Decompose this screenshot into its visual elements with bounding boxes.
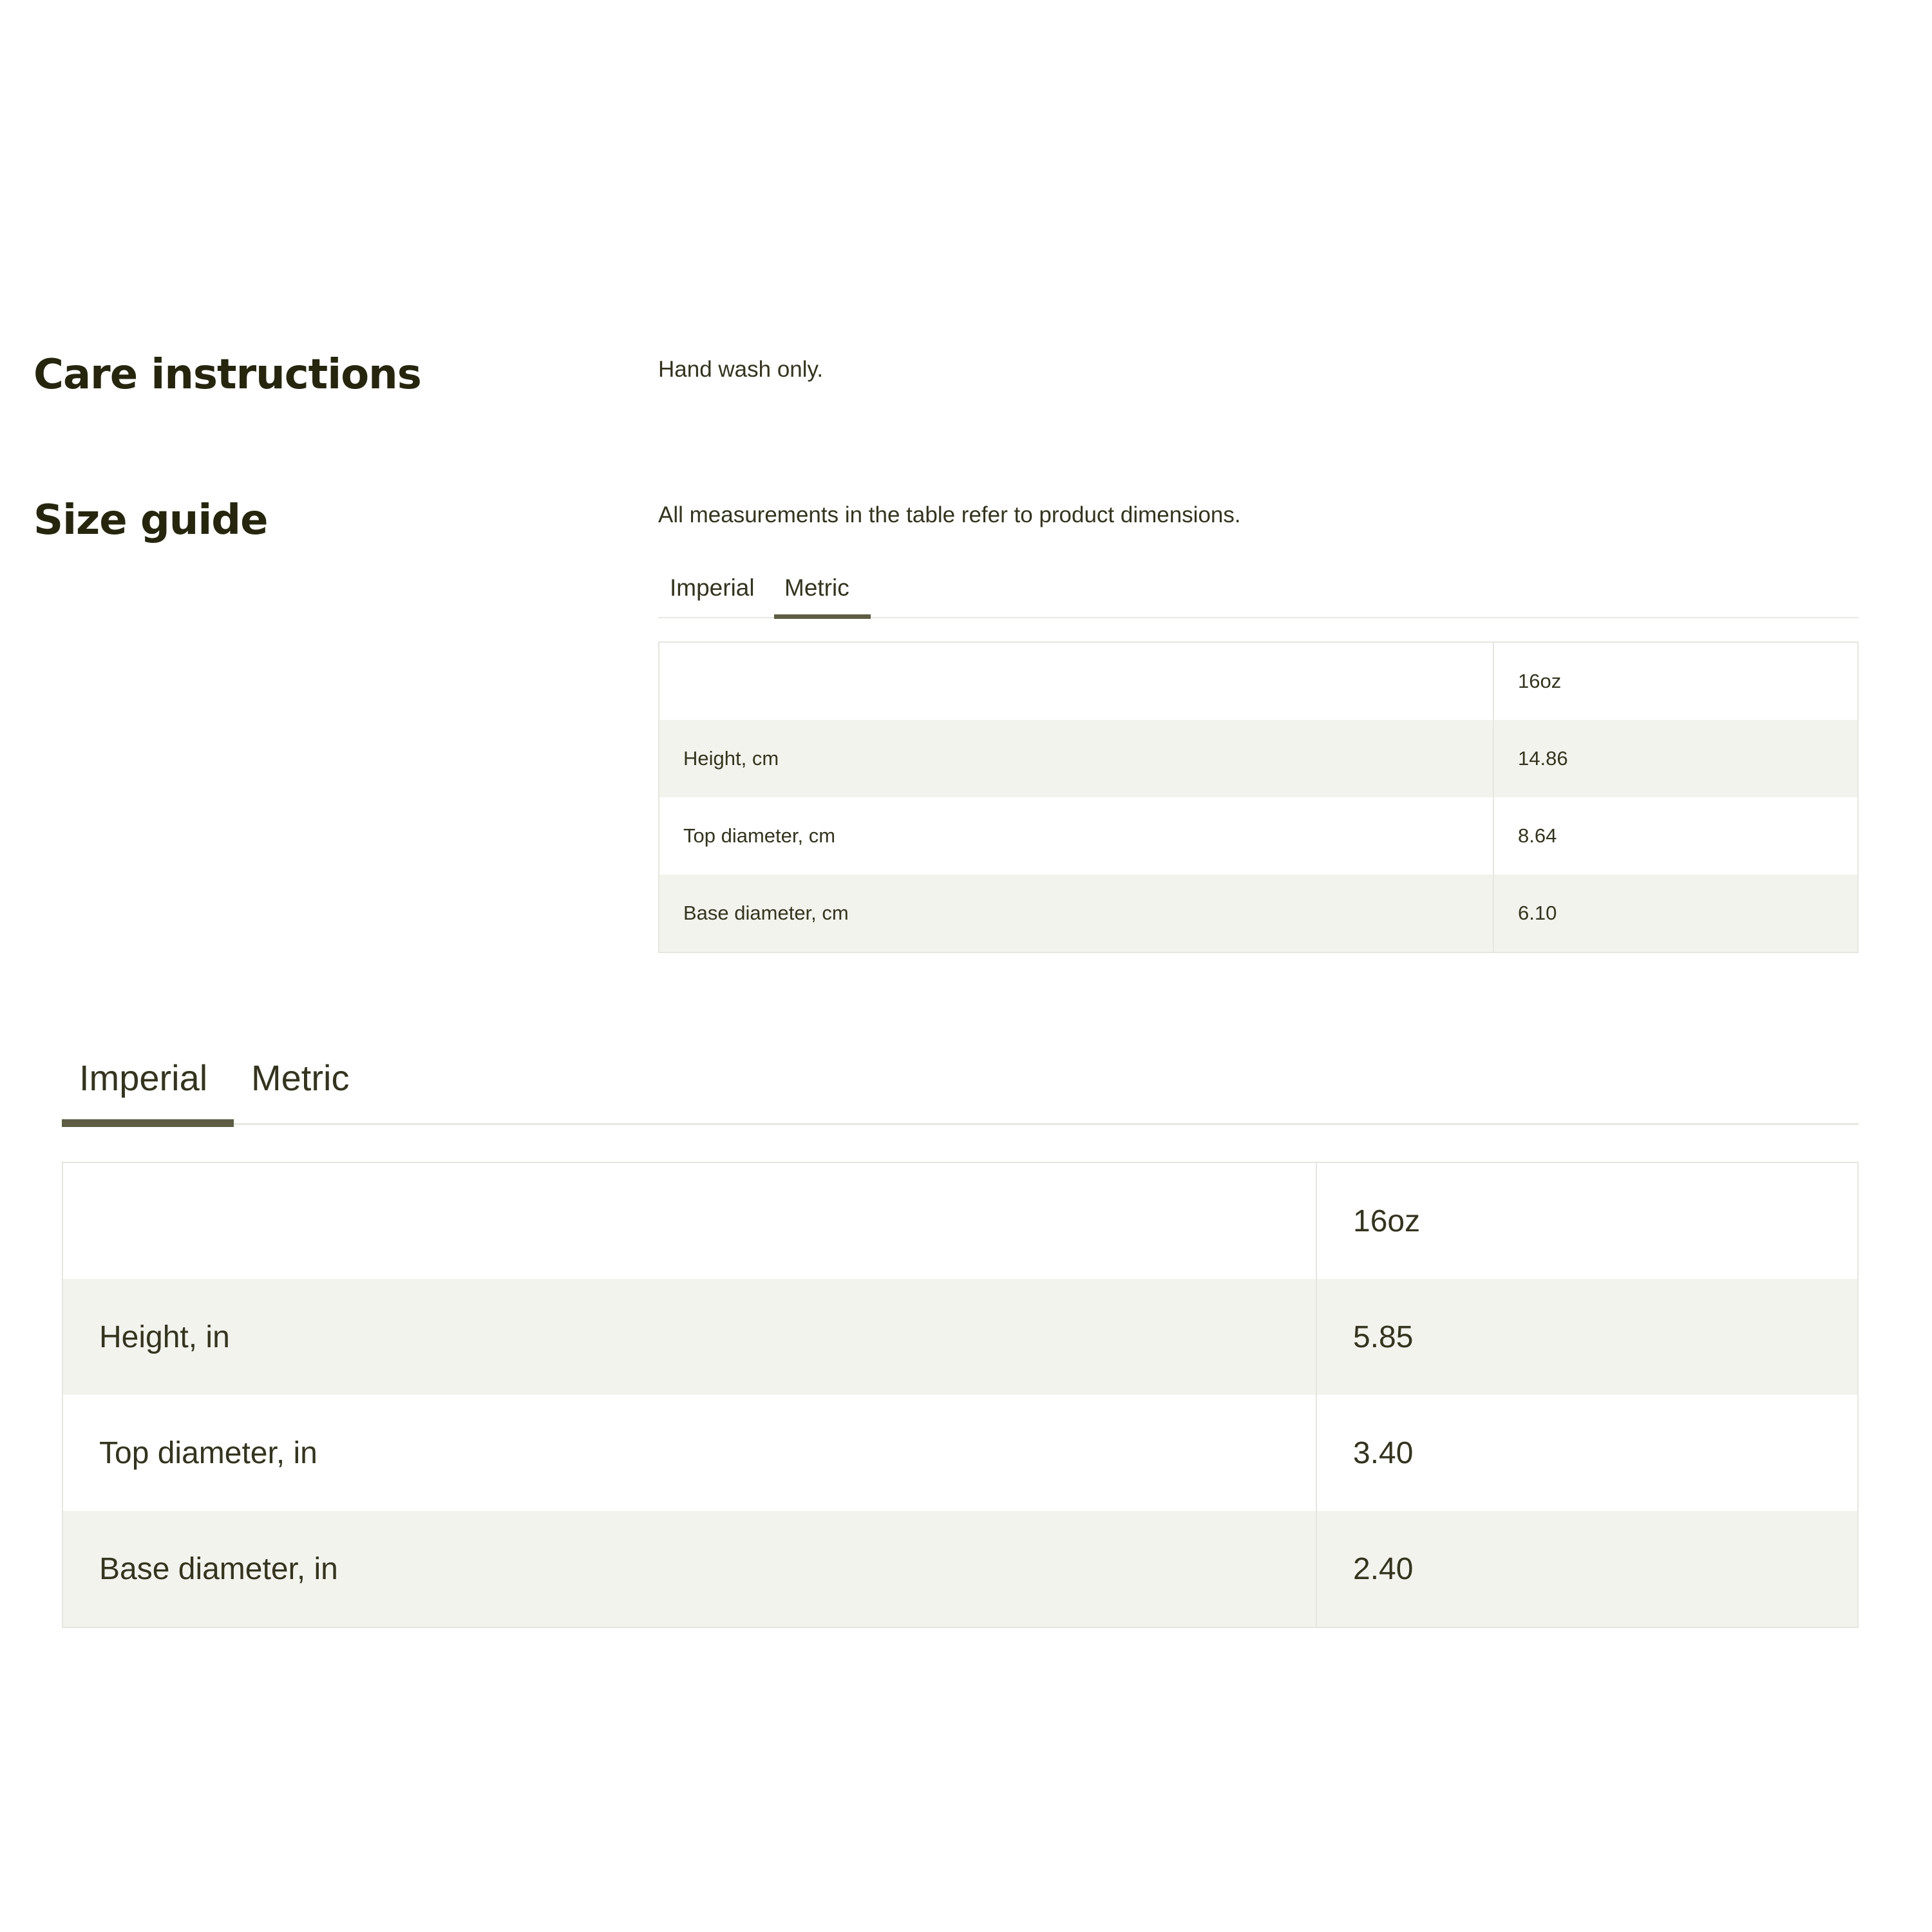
table-row [62, 1511, 1858, 1627]
table-row [62, 1395, 1858, 1511]
size-guide-heading: Size guide [33, 497, 268, 544]
table-header-row [659, 642, 1858, 720]
tab-imperial[interactable]: Imperial [79, 1057, 208, 1098]
care-instructions-heading: Care instructions [33, 351, 421, 399]
table-row [659, 875, 1858, 952]
metric-size-table [658, 641, 1859, 953]
tab-metric[interactable]: Metric [784, 574, 849, 601]
row-label: Height, cm [659, 720, 1493, 797]
table-header-empty [62, 1162, 1316, 1279]
table-header-row [62, 1162, 1858, 1279]
row-value: 3.40 [1316, 1395, 1858, 1511]
row-label: Base diameter, in [62, 1511, 1316, 1627]
table-row [659, 720, 1858, 797]
table-row [659, 797, 1858, 875]
row-value: 5.85 [1316, 1279, 1858, 1395]
table-row [62, 1279, 1858, 1395]
table-header-size: 16oz [1316, 1162, 1858, 1279]
tab-metric[interactable]: Metric [251, 1057, 350, 1098]
row-value: 14.86 [1493, 720, 1858, 797]
row-label: Top diameter, cm [683, 824, 836, 847]
tab-imperial[interactable]: Imperial [670, 574, 755, 601]
imperial-size-table [62, 1162, 1859, 1628]
table-header-size: 16oz [1493, 642, 1858, 720]
row-value: 8.64 [1493, 797, 1858, 875]
row-label: Top diameter, in [99, 1435, 317, 1470]
row-value: 6.10 [1493, 875, 1858, 952]
size-guide-unit-tabs [658, 567, 1859, 618]
lower-unit-tabs [62, 1047, 1859, 1125]
table-header-empty [659, 642, 1493, 720]
active-tab-indicator [62, 1119, 234, 1127]
row-label: Height, in [62, 1279, 1316, 1395]
row-value: 2.40 [1316, 1511, 1858, 1627]
size-guide-description: All measurements in the table refer to product dimensions. [658, 502, 1241, 527]
care-instructions-text: Hand wash only. [658, 357, 824, 382]
row-label: Base diameter, cm [659, 875, 1493, 952]
active-tab-indicator [774, 614, 871, 619]
